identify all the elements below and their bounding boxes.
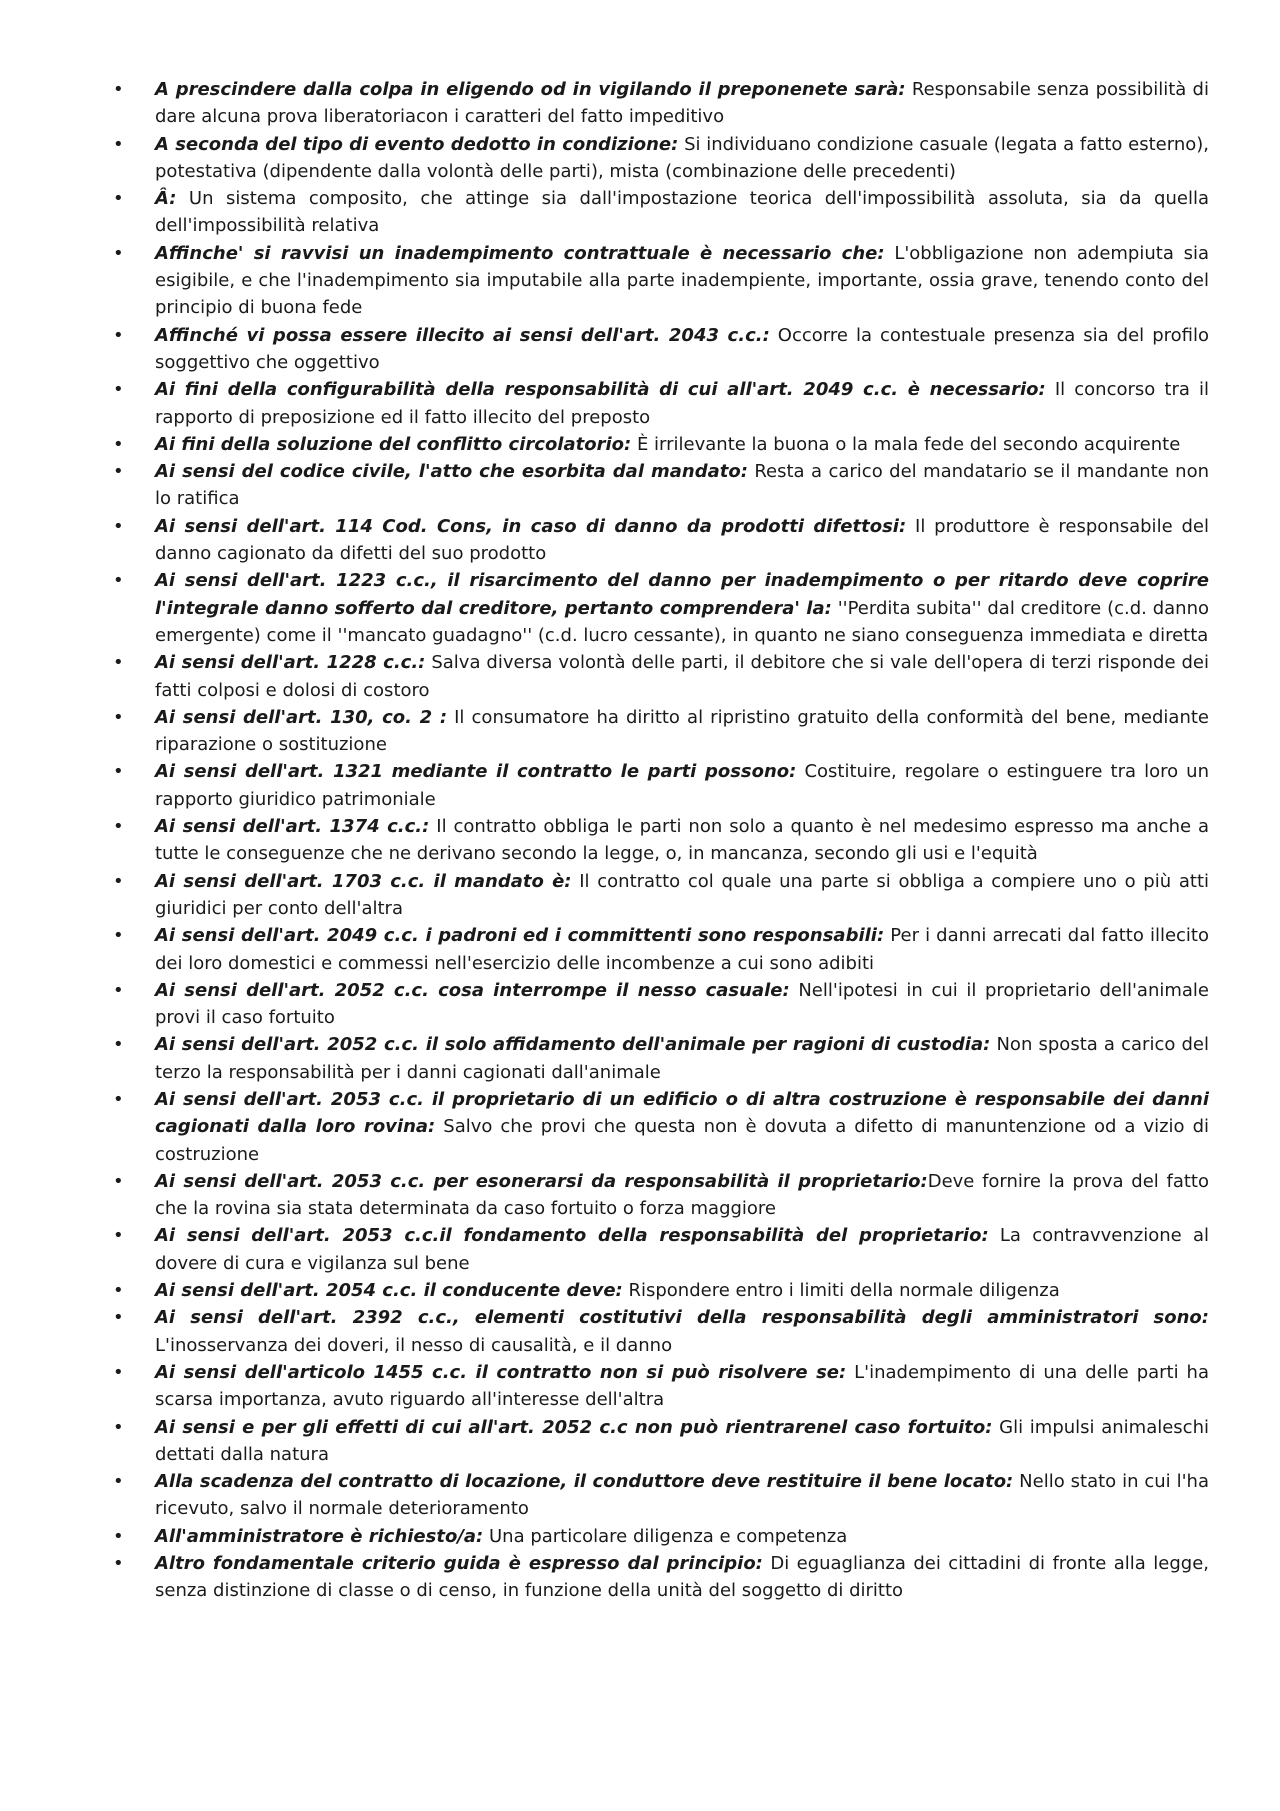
question-text: Ai sensi dell'art. 2049 c.c. i padroni ed i committenti sono responsabili:: [155, 925, 885, 947]
question-text: Ai sensi dell'art. 2052 c.c. il solo affidamento dell'animale per ragioni di custodia:: [155, 1034, 991, 1056]
question-text: Ai sensi dell'art. 130, co. 2 :: [155, 706, 448, 728]
question-text: Ai fini della configurabilità della responsabilità di cui all'art. 2049 c.c. è necessario:: [155, 379, 1046, 401]
question-text: Ai sensi dell'art. 1228 c.c.:: [155, 652, 426, 674]
answer-text: Una particolare diligenza e competenza: [488, 1525, 848, 1547]
bullet-icon: •: [113, 1307, 124, 1329]
bullet-icon: •: [113, 652, 124, 674]
bullet-icon: •: [113, 761, 124, 783]
answer-text: Un sistema composito, che attinge sia dall'impostazione teorica dell'impossibilità assoluta, sia da quella dell'impossibilità relativa: [155, 188, 1209, 237]
answer-text: L'inadempimento di una delle parti ha scarsa importanza, avuto riguardo all'interesse dell'altra: [155, 1361, 1209, 1411]
bullet-icon: •: [113, 188, 124, 210]
question-text: All'amministratore è richiesto/a:: [155, 1525, 484, 1547]
list-item: [113, 376, 1209, 431]
bullet-icon: •: [113, 570, 124, 592]
bullet-icon: •: [113, 133, 124, 155]
question-text: Ai sensi dell'art. 2054 c.c. il conducente deve:: [155, 1280, 623, 1302]
answer-text: Il produttore è responsabile del danno cagionato da difetti del suo prodotto: [155, 515, 1209, 565]
answer-text: Rispondere entro i limiti della normale diligenza: [628, 1280, 1060, 1302]
bullet-icon: •: [113, 79, 124, 100]
list-item: [113, 868, 1209, 923]
list-item: [113, 185, 1209, 240]
list-item: [113, 1468, 1209, 1523]
answer-text: Il contratto obbliga le parti non solo a quanto è nel medesimo espresso ma anche a tutte le conseguenze che ne derivano secondo la legge, o, in mancanza, secondo gli usi e l'equità: [155, 816, 1210, 865]
bullet-icon: •: [113, 324, 124, 346]
answer-text: Resta a carico del mandatario se il mandante non lo ratifica: [155, 461, 1209, 510]
list-item: [113, 1168, 1209, 1223]
question-text: Ai sensi dell'art. 1321 mediante il contratto le parti possono:: [155, 761, 797, 783]
question-text: A prescindere dalla colpa in eligendo od in vigilando il preponenete sarà:: [155, 79, 906, 100]
qa-list: [113, 76, 1209, 1605]
question-text: Ai sensi dell'art. 1223 c.c., il risarcimento del danno per inadempimento o per ritardo deve coprire l'integrale danno sofferto dal creditore, pertanto comprendera' la:: [155, 570, 1209, 619]
bullet-icon: •: [113, 1088, 124, 1110]
list-item: [113, 1086, 1209, 1168]
question-text: Ai sensi dell'art. 2052 c.c. cosa interrompe il nesso casuale:: [155, 979, 790, 1001]
answer-text: Il consumatore ha diritto al ripristino gratuito della conformità del bene, mediante riparazione o sostituzione: [155, 706, 1209, 756]
question-text: Ai sensi dell'art. 2053 c.c.il fondamento della responsabilità del proprietario:: [155, 1225, 989, 1247]
answer-text: Gli impulsi animaleschi dettati dalla natura: [155, 1416, 1209, 1465]
answer-text: Deve fornire la prova del fatto che la rovina sia stata determinata da caso fortuito o forza maggiore: [155, 1170, 1209, 1220]
bullet-icon: •: [113, 816, 124, 838]
bullet-icon: •: [113, 925, 124, 947]
list-item: [113, 458, 1209, 513]
answer-text: L'obbligazione non adempiuta sia esigibile, e che l'inadempimento sia imputabile alla parte inadempiente, importante, ossia grave, tenendo conto del principio di buona fede: [155, 242, 1209, 319]
list-item: [113, 813, 1209, 868]
answer-text: È irrilevante la buona o la mala fede del secondo acquirente: [636, 433, 1181, 455]
question-text: Ai sensi dell'art. 1703 c.c. il mandato è:: [155, 870, 572, 892]
bullet-icon: •: [113, 1170, 124, 1192]
answer-text: Responsabile senza possibilità di dare alcuna prova liberatoriacon i caratteri del fatto impeditivo: [155, 79, 1209, 128]
answer-text: L'inosservanza dei doveri, il nesso di causalità, e il danno: [155, 1334, 673, 1356]
list-item: [113, 1304, 1209, 1359]
list-item: [113, 131, 1209, 186]
question-text: Ai sensi del codice civile, l'atto che esorbita dal mandato:: [155, 461, 748, 483]
answer-text: ''Perdita subita'' dal creditore (c.d. danno emergente) come il ''mancato guadagno'' (c.d. lucro cessante), in quanto ne siano conseguenza immediata e diretta: [155, 597, 1210, 646]
list-item: [113, 567, 1209, 649]
answer-text: Costituire, regolare o estinguere tra loro un rapporto giuridico patrimoniale: [155, 761, 1210, 810]
list-item: [113, 431, 1209, 458]
bullet-icon: •: [113, 1034, 124, 1056]
answer-text: La contravvenzione al dovere di cura e vigilanza sul bene: [155, 1225, 1209, 1274]
answer-text: Nello stato in cui l'ha ricevuto, salvo il normale deterioramento: [155, 1471, 1209, 1520]
bullet-icon: •: [113, 1225, 124, 1247]
list-item: [113, 1277, 1209, 1304]
question-text: Affinche' si ravvisi un inadempimento contrattuale è necessario che:: [155, 242, 885, 264]
list-item: [113, 1523, 1209, 1550]
list-item: [113, 1414, 1209, 1469]
question-text: Ai sensi dell'articolo 1455 c.c. il contratto non si può risolvere se:: [155, 1361, 847, 1383]
bullet-icon: •: [113, 870, 124, 892]
bullet-icon: •: [113, 706, 124, 728]
bullet-icon: •: [113, 1361, 124, 1383]
bullet-icon: •: [113, 1280, 124, 1302]
answer-text: Il contratto col quale una parte si obbliga a compiere uno o più atti giuridici per conto dell'altra: [155, 870, 1209, 919]
question-text: Ai sensi dell'art. 2053 c.c. per esonerarsi da responsabilità il proprietario:: [155, 1170, 928, 1192]
answer-text: Salvo che provi che questa non è dovuta a difetto di manuntenzione od a vizio di costruzione: [155, 1116, 1209, 1165]
bullet-icon: •: [113, 1525, 124, 1547]
list-item: [113, 240, 1209, 322]
list-item: [113, 649, 1209, 704]
question-text: Alla scadenza del contratto di locazione, il conduttore deve restituire il bene locato:: [155, 1471, 1014, 1493]
question-text: Altro fondamentale criterio guida è espresso dal principio:: [155, 1553, 763, 1575]
question-text: Ai sensi dell'art. 2053 c.c. il proprietario di un edificio o di altra costruzione è responsabile dei danni cagionati dalla loro rovina:: [155, 1088, 1209, 1138]
bullet-icon: •: [113, 1553, 124, 1575]
list-item: [113, 1550, 1209, 1605]
bullet-icon: •: [113, 979, 124, 1001]
answer-text: Salva diversa volontà delle parti, il debitore che si vale dell'opera di terzi risponde dei fatti colposi e dolosi di costoro: [155, 652, 1209, 701]
bullet-icon: •: [113, 1471, 124, 1493]
list-item: [113, 977, 1209, 1032]
list-item: [113, 1359, 1209, 1414]
bullet-icon: •: [113, 1416, 124, 1438]
question-text: A seconda del tipo di evento dedotto in condizione:: [155, 133, 679, 155]
list-item: [113, 1222, 1209, 1277]
list-item: [113, 758, 1209, 813]
answer-text: Di eguaglianza dei cittadini di fronte alla legge, senza distinzione di classe o di censo, in funzione della unità del soggetto di diritto: [155, 1553, 1209, 1602]
answer-text: Per i danni arrecati dal fatto illecito dei loro domestici e commessi nell'esercizio delle incombenze a cui sono adibiti: [155, 925, 1209, 974]
list-item: [113, 322, 1209, 377]
question-text: Ai fini della soluzione del conflitto circolatorio:: [155, 433, 632, 455]
list-item: [113, 922, 1209, 977]
question-text: Ai sensi e per gli effetti di cui all'art. 2052 c.c non può rientrarenel caso fortuito:: [155, 1416, 993, 1438]
list-item: [113, 513, 1209, 568]
question-text: Ai sensi dell'art. 1374 c.c.:: [155, 816, 430, 838]
list-item: [113, 704, 1209, 759]
question-text: Â:: [155, 188, 177, 210]
bullet-icon: •: [113, 242, 124, 264]
list-item: [113, 1031, 1209, 1086]
bullet-icon: •: [113, 461, 124, 483]
answer-text: Non sposta a carico del terzo la responsabilità per i danni cagionati dall'animale: [155, 1034, 1209, 1083]
answer-text: Nell'ipotesi in cui il proprietario dell'animale provi il caso fortuito: [155, 979, 1209, 1029]
bullet-icon: •: [113, 515, 124, 537]
bullet-icon: •: [113, 433, 124, 455]
answer-text: Si individuano condizione casuale (legata a fatto esterno), potestativa (dipendente dalla volontà delle parti), mista (combinazione delle precedenti): [155, 133, 1209, 182]
question-text: Ai sensi dell'art. 114 Cod. Cons, in caso di danno da prodotti difettosi:: [155, 515, 907, 537]
list-item: [113, 76, 1209, 131]
question-text: Ai sensi dell'art. 2392 c.c., elementi costitutivi della responsabilità degli amministratori sono:: [155, 1307, 1209, 1329]
answer-text: Il concorso tra il rapporto di preposizione ed il fatto illecito del preposto: [155, 379, 1209, 428]
question-text: Affinché vi possa essere illecito ai sensi dell'art. 2043 c.c.:: [155, 324, 770, 346]
answer-text: Occorre la contestuale presenza sia del profilo soggettivo che oggettivo: [155, 324, 1209, 373]
bullet-icon: •: [113, 379, 124, 401]
